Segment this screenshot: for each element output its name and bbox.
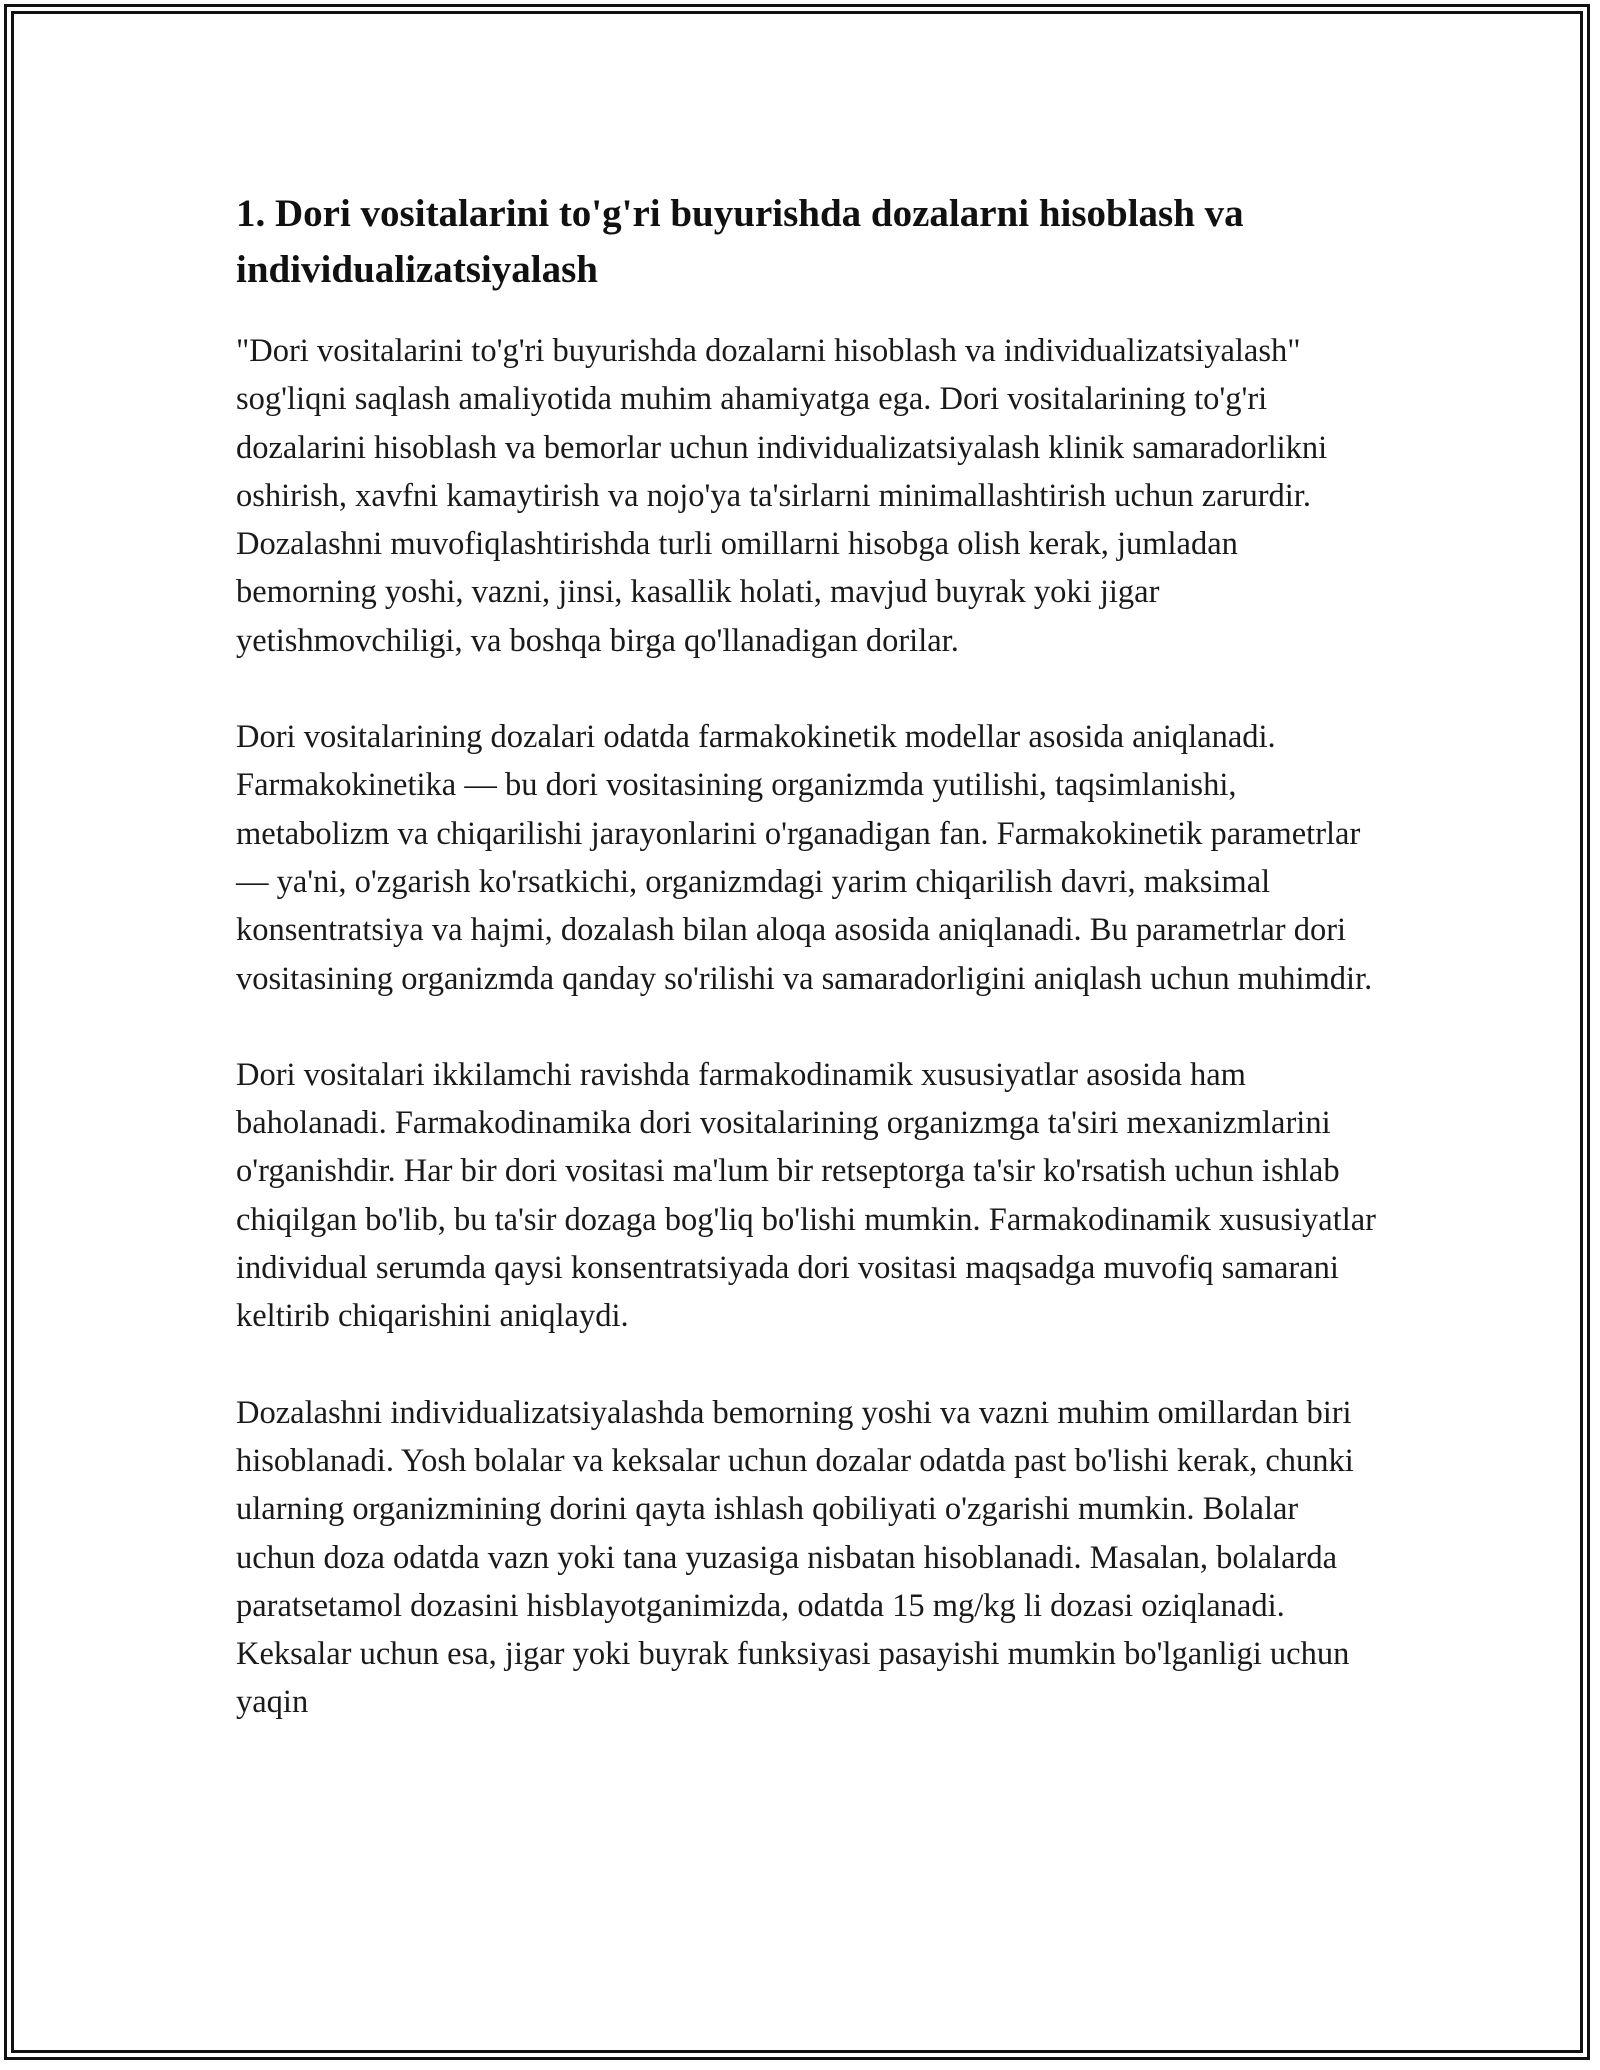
section-title: 1. Dori vositalarini to'g'ri buyurishda dozalarni hisoblash va individualizatsiyalash: [236, 192, 1244, 291]
paragraph-pharmacodynamics: Dori vositalari ikkilamchi ravishda farmakodinamik xususiyatlar asosida ham baholanadi. Farmakodinamika dori vositalarining organizmga ta'siri mexanizmlarini o'rganishdir. Har bir dori vositasi ma'lum bir retseptorga ta'sir ko'rsatish uchun ishlab chiqilgan bo'lib, bu ta'sir dozaga bog'liq bo'lishi mumkin. Farmakodinamik xususiyatlar individual serumda qaysi konsentratsiyada dori vositasi maqsadga muvofiq samarani keltirib chiqarishini aniqlaydi.: [236, 1056, 1377, 1335]
paragraph-age-weight: Dozalashni individualizatsiyalashda bemorning yoshi va vazni muhim omillardan biri hisoblanadi. Yosh bolalar va keksalar uchun dozalar odatda past bo'lishi kerak, chunki ularning organizmining dorini qayta ishlash qobiliyati o'zgarishi mumkin. Bolalar uchun doza odatda vazn yoki tana yuzasiga nisbatan hisoblanadi. Masalan, bolalarda paratsetamol dozasini hisblayotganimizda, odatda 15 mg/kg li dozasi oziqlanadi. Keksalar uchun esa, jigar yoki buyrak funksiyasi pasayishi mumkin bo'lganligi uchun yaqin: [236, 1394, 1354, 1721]
paragraph-pharmacokinetics: Dori vositalarining dozalari odatda farmakokinetik modellar asosida aniqlanadi. Farmakokinetika — bu dori vositasining organizmda yutilishi, taqsimlanishi, metabolizm va chiqarilishi jarayonlarini o'rganadigan fan. Farmakokinetik parametrlar — ya'ni, o'zgarish ko'rsatkichi, organizmdagi yarim chiqarilish davri, maksimal konsentratsiya va hajmi, dozalash bilan aloqa asosida aniqlanadi. Bu parametrlar dori vositasining organizmda qanday so'rilishi va samaradorligini aniqlash uchun muhimdir.: [236, 719, 1373, 997]
paragraph-intro: "Dori vositalarini to'g'ri buyurishda dozalarni hisoblash va individualizatsiyalash" sog'liqni saqlash amaliyotida muhim ahamiyatga ega. Dori vositalarining to'g'ri dozalarini hisoblash va bemorlar uchun individualizatsiyalash klinik samaradorlikni oshirish, xavfni kamaytirish va nojo'ya ta'sirlarni minimallashtirish uchun zarurdir. Dozalashni muvofiqlashtirishda turli omillarni hisobga olish kerak, jumladan bemorning yoshi, vazni, jinsi, kasallik holati, mavjud buyrak yoki jigar yetishmovchiligi, va boshqa birga qo'llanadigan dorilar.: [236, 333, 1328, 659]
document-body: [236, 186, 1376, 1727]
